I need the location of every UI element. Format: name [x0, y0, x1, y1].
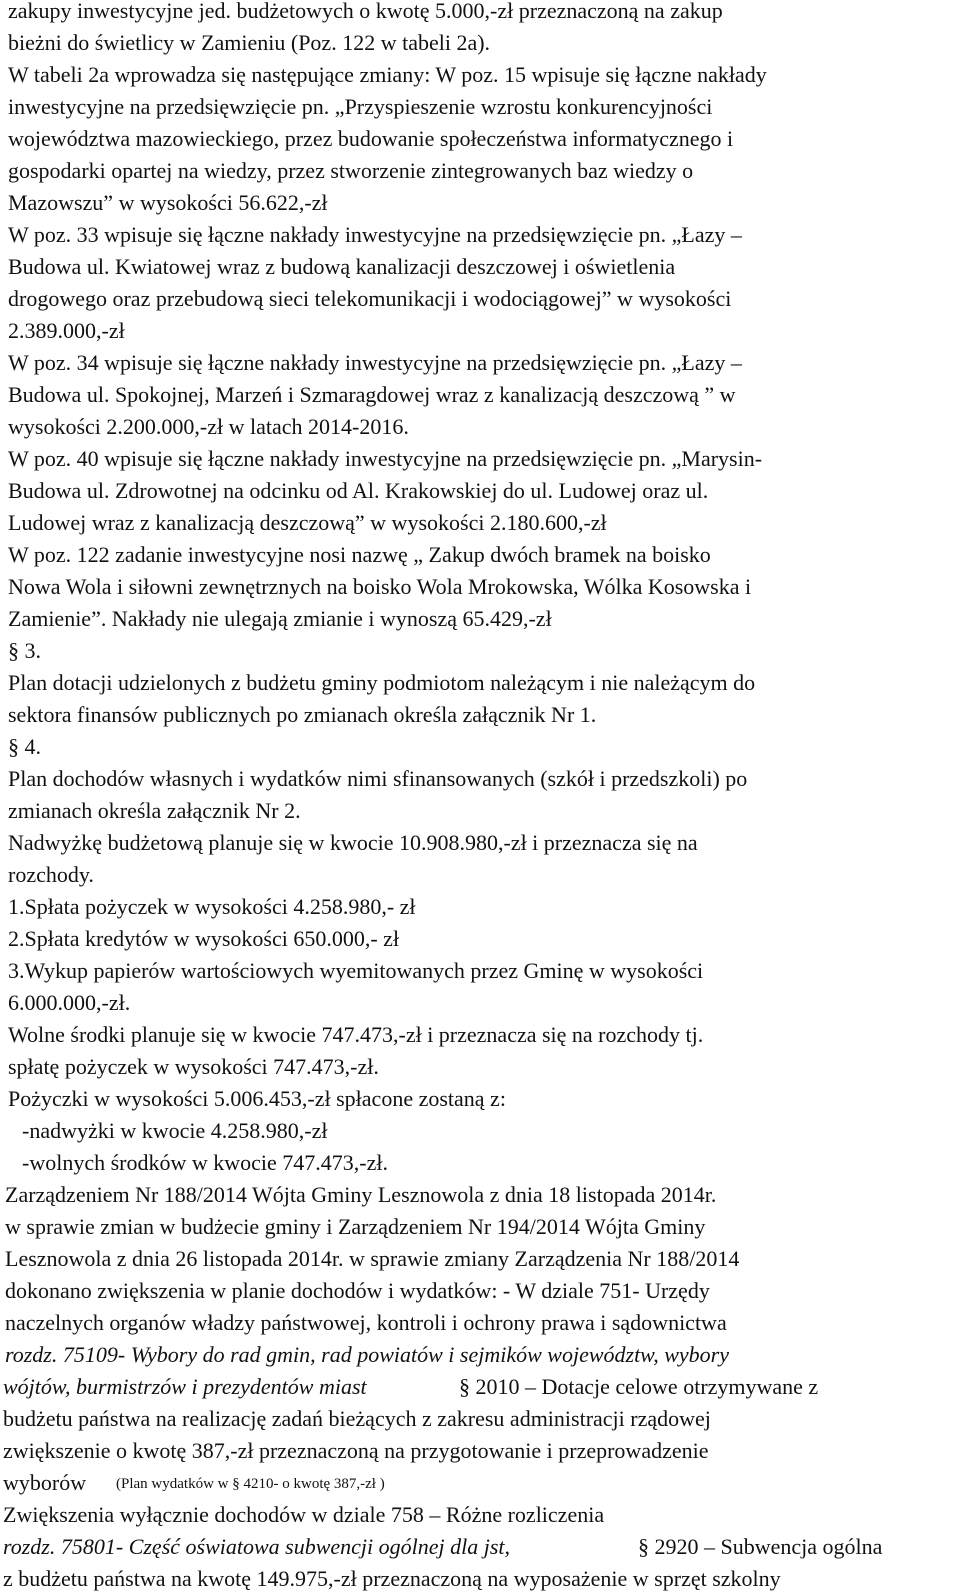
text-line: Zwiększenia wyłącznie dochodów w dziale 758 – Różne rozliczenia — [3, 1502, 605, 1527]
text-line: Pożyczki w wysokości 5.006.453,-zł spłacone zostaną z: — [8, 1086, 506, 1111]
list-item: 1.Spłata pożyczek w wysokości 4.258.980,- zł — [8, 894, 416, 919]
italic-text-line: rozdz. 75109- Wybory do rad gmin, rad powiatów i sejmików województw, wybory — [5, 1342, 729, 1367]
text-line: Ludowej wraz z kanalizacją deszczową” w wysokości 2.180.600,-zł — [8, 510, 607, 535]
text-line: Plan dotacji udzielonych z budżetu gminy podmiotom należącym i nie należącym do — [8, 670, 756, 695]
list-item: 3.Wykup papierów wartościowych wyemitowanych przez Gminę w wysokości — [8, 958, 704, 983]
text-line: Plan dochodów własnych i wydatków nimi sfinansowanych (szkół i przedszkoli) po — [8, 766, 748, 791]
text-line: W poz. 33 wpisuje się łączne nakłady inwestycyjne na przedsięwzięcie pn. „Łazy – — [8, 222, 742, 247]
text-line: województwa mazowieckiego, przez budowanie społeczeństwa informatycznego i — [8, 126, 734, 151]
text-line: wysokości 2.200.000,-zł w latach 2014-2016. — [8, 414, 409, 439]
text-line: Budowa ul. Spokojnej, Marzeń i Szmaragdowej wraz z kanalizacją deszczową ” w — [8, 382, 736, 407]
text-line: § 2010 – Dotacje celowe otrzymywane z — [459, 1374, 819, 1399]
text-line: Nowa Wola i siłowni zewnętrznych na boisko Wola Mrokowska, Wólka Kosowska i — [8, 574, 752, 599]
list-item: -wolnych środków w kwocie 747.473,-zł. — [22, 1150, 388, 1175]
section-heading: § 3. — [8, 638, 41, 663]
text-line: W poz. 40 wpisuje się łączne nakłady inwestycyjne na przedsięwzięcie pn. „Marysin- — [8, 446, 763, 471]
text-line: Lesznowola z dnia 26 listopada 2014r. w sprawie zmiany Zarządzenia Nr 188/2014 — [5, 1246, 740, 1271]
text-line: 2.389.000,-zł — [8, 318, 125, 343]
text-line: rozchody. — [8, 862, 94, 887]
text-line: w sprawie zmian w budżecie gminy i Zarządzeniem Nr 194/2014 Wójta Gminy — [5, 1214, 706, 1239]
text-line: zwiększenie o kwotę 387,-zł przeznaczoną na przygotowanie i przeprowadzenie — [3, 1438, 709, 1463]
text-line: 6.000.000,-zł. — [8, 990, 131, 1015]
text-line: bieżni do świetlicy w Zamieniu (Poz. 122 w tabeli 2a). — [8, 30, 491, 55]
list-item: 2.Spłata kredytów w wysokości 650.000,- zł — [8, 926, 400, 951]
text-line: zakupy inwestycyjne jed. budżetowych o kwotę 5.000,-zł przeznaczoną na zakup — [8, 0, 723, 23]
text-line: Mazowszu” w wysokości 56.622,-zł — [8, 190, 328, 215]
text-line: inwestycyjne na przedsięwzięcie pn. „Przyspieszenie wzrostu konkurencyjności — [8, 94, 713, 119]
text-line: zmianach określa załącznik Nr 2. — [8, 798, 301, 823]
text-line: Zamienie”. Nakłady nie ulegają zmianie i wynoszą 65.429,-zł — [8, 606, 552, 631]
text-line: Budowa ul. Kwiatowej wraz z budową kanalizacji deszczowej i oświetlenia — [8, 254, 676, 279]
text-line: Wolne środki planuje się w kwocie 747.473,-zł i przeznacza się na rozchody tj. — [8, 1022, 704, 1047]
text-line: dokonano zwiększenia w planie dochodów i wydatków: - W dziale 751- Urzędy — [5, 1278, 710, 1303]
text-line: Zarządzeniem Nr 188/2014 Wójta Gminy Lesznowola z dnia 18 listopada 2014r. — [5, 1182, 717, 1207]
section-heading: § 4. — [8, 734, 41, 759]
text-line: W poz. 122 zadanie inwestycyjne nosi nazwę „ Zakup dwóch bramek na boisko — [8, 542, 711, 567]
text-line: Budowa ul. Zdrowotnej na odcinku od Al. Krakowskiej do ul. Ludowej oraz ul. — [8, 478, 709, 503]
text-line: Nadwyżkę budżetową planuje się w kwocie 10.908.980,-zł i przeznacza się na — [8, 830, 698, 855]
text-line: W poz. 34 wpisuje się łączne nakłady inwestycyjne na przedsięwzięcie pn. „Łazy – — [8, 350, 742, 375]
text-line: gospodarki opartej na wiedzy, przez stworzenie zintegrowanych baz wiedzy o — [8, 158, 694, 183]
small-text-line: (Plan wydatków w § 4210- o kwotę 387,-zł ) — [116, 1476, 385, 1492]
italic-text-line: wójtów, burmistrzów i prezydentów miast — [3, 1374, 367, 1399]
text-line: § 2920 – Subwencja ogólna — [638, 1534, 883, 1559]
text-line: spłatę pożyczek w wysokości 747.473,-zł. — [8, 1054, 379, 1079]
list-item: -nadwyżki w kwocie 4.258.980,-zł — [22, 1118, 328, 1143]
text-line: sektora finansów publicznych po zmianach określa załącznik Nr 1. — [8, 702, 597, 727]
text-line: budżetu państwa na realizację zadań bieżących z zakresu administracji rządowej — [3, 1406, 711, 1431]
text-line: naczelnych organów władzy państwowej, kontroli i ochrony prawa i sądownictwa — [5, 1310, 727, 1335]
text-line: drogowego oraz przebudową sieci telekomunikacji i wodociągowej” w wysokości — [8, 286, 732, 311]
text-line: z budżetu państwa na kwotę 149.975,-zł przeznaczoną na wyposażenie w sprzęt szkolny — [3, 1566, 781, 1591]
text-line: wyborów — [3, 1470, 87, 1495]
text-line: W tabeli 2a wprowadza się następujące zmiany: W poz. 15 wpisuje się łączne nakłady — [8, 62, 767, 87]
italic-text-line: rozdz. 75801- Część oświatowa subwencji ogólnej dla jst, — [3, 1534, 511, 1559]
